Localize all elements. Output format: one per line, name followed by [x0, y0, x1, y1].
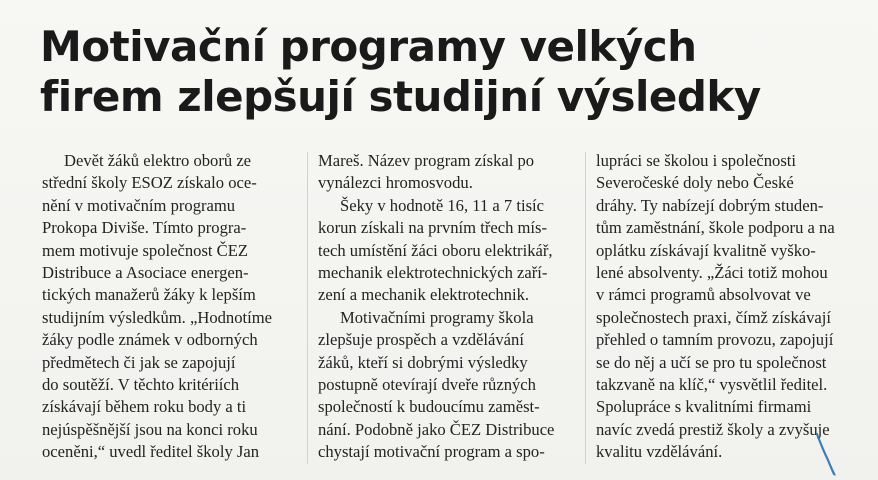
text-line: tických manažerů žáky k lepším — [42, 285, 256, 305]
text-line: studijním výsledkům. „Hodnotíme — [42, 307, 272, 327]
text-line: Distribuce a Asociace energen- — [42, 262, 249, 282]
text-line: Devět žáků elektro oborů ze — [64, 151, 252, 170]
column-divider — [585, 152, 586, 464]
text-line: společnostech praxi, čímž získávají — [596, 307, 831, 327]
text-line: Spolupráce s kvalitními firmami — [596, 397, 812, 417]
text-line: oceněni,“ uvedl ředitel školy Jan — [42, 442, 260, 462]
text-line: korun získali na prvním třech mís- — [318, 218, 548, 238]
text-line: nění v motivačním programu — [42, 195, 236, 215]
text-line: mem motivuje společnost ČEZ — [42, 240, 249, 260]
text-line: zení a mechanik elektrotechnik. — [318, 285, 530, 305]
text-line: mechanik elektrotechnických zaří- — [318, 262, 548, 282]
text-line: Motivačními programy škola — [340, 307, 534, 327]
text-line: chystají motivační program a spo- — [318, 442, 545, 462]
article-column-1 — [42, 150, 297, 463]
text-line: Mareš. Název program získal po — [318, 151, 535, 170]
text-line: nejúspěšnější jsou na konci roku — [42, 419, 258, 439]
column-divider — [307, 152, 308, 464]
text-line: lené absolventy. „Žáci totiž mohou — [596, 262, 828, 282]
text-line: postupně otevírají dveře různých — [318, 374, 536, 394]
text-line: získávají během roku body a ti — [42, 397, 247, 417]
text-line: žáků, kteří si dobrými výsledky — [318, 352, 528, 372]
text-line: střední školy ESOZ získalo oce- — [42, 173, 257, 193]
article-headline — [40, 22, 840, 122]
pen-mark-icon — [814, 432, 838, 476]
text-line: nání. Podobně jako ČEZ Distribuce — [318, 419, 555, 439]
text-line: zlepšuje prospěch a vzdělávání — [318, 330, 524, 350]
text-line: navíc zvedá prestiž školy a zvyšuje — [596, 419, 830, 439]
text-line: žáky podle známek v odborných — [42, 330, 258, 350]
text-line: Prokopa Diviše. Tímto progra- — [42, 218, 247, 238]
text-line: kvalitu vzdělávání. — [596, 442, 723, 462]
text-line: Šeky v hodnotě 16, 11 a 7 tisíc — [340, 195, 545, 215]
text-line: takzvaně na klíč,“ vysvětlil ředitel. — [596, 374, 828, 394]
text-line: předmětech či jak se zapojují — [42, 352, 236, 372]
text-line: lupráci se školou i společnosti — [596, 151, 797, 170]
text-line: přehled o tamním provozu, zapojují — [596, 330, 834, 350]
text-line: se do něj a učí se pro tu společnost — [596, 352, 827, 372]
headline-line-2: firem zlepšují studijní výsledky — [40, 72, 761, 121]
text-line: oplátku získávají kvalitně vyško- — [596, 240, 816, 260]
text-line: dráhy. Ty nabízejí dobrým studen- — [596, 195, 824, 215]
text-line: tech umístění žáci oboru elektrikář, — [318, 240, 553, 260]
text-line: v rámci programů absolvovat ve — [596, 285, 811, 305]
article-column-2 — [318, 150, 578, 463]
text-line: tům zaměstnání, škole podporu a na — [596, 218, 835, 238]
text-line: do soutěží. V těchto kritériích — [42, 374, 240, 394]
text-line: společností k budoucímu zaměst- — [318, 397, 540, 417]
text-line: vynálezci hromosvodu. — [318, 173, 473, 193]
headline-line-1: Motivační programy velkých — [40, 22, 697, 71]
text-line: Severočeské doly nebo České — [596, 173, 794, 193]
article-column-3 — [596, 150, 856, 463]
